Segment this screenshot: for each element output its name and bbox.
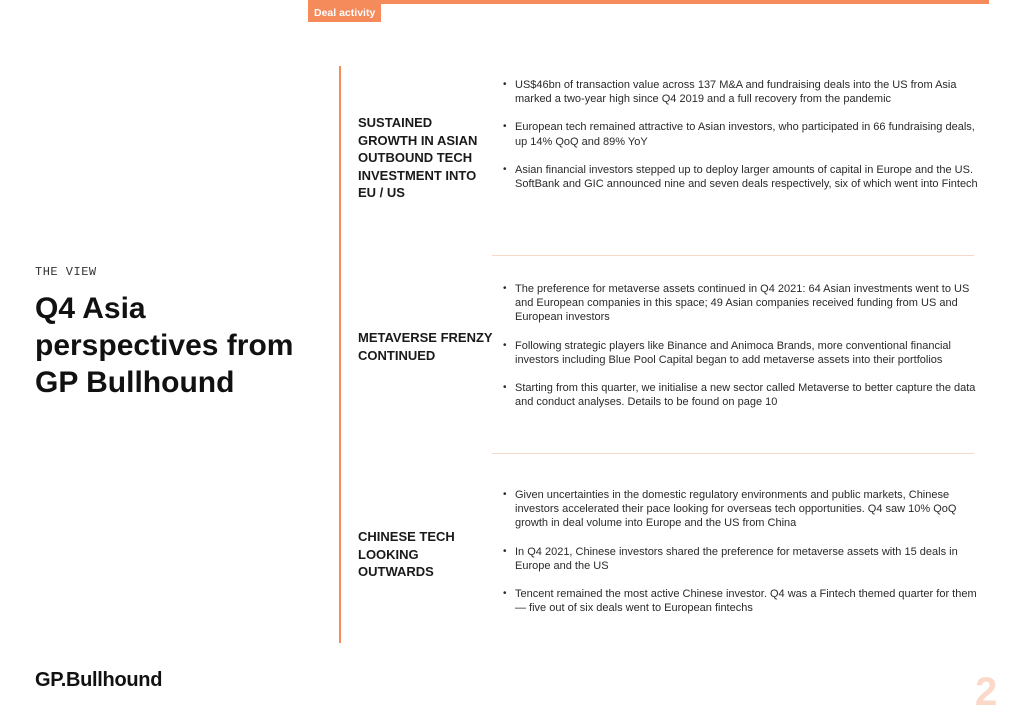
bullet-item: • US$46bn of transaction value across 137 M&A and fundraising deals into the US from Asia marked a two-year high since Q4 2019 and a full recovery from the pandemic	[503, 78, 978, 106]
bullet-list	[503, 282, 978, 409]
bullet-item: • The preference for metaverse assets continued in Q4 2021: 64 Asian investments went to US and European companies in this space; 49 Asian companies received funding from US and European investors	[503, 282, 978, 325]
bullet-item: • Tencent remained the most active Chinese investor. Q4 was a Fintech themed quarter for them — five out of six deals went to European fintechs	[503, 587, 978, 615]
page-title: Q4 Asia perspectives from GP Bullhound	[35, 292, 294, 399]
bullet-list	[503, 78, 978, 191]
bullet-list	[503, 488, 978, 615]
bullet-item: • Given uncertainties in the domestic regulatory environments and public markets, Chinese investors accelerated their pace looking for overseas tech opportunities. Q4 saw 10% QoQ growth in deal volume into Europe and the US from China	[503, 488, 978, 531]
section-outbound-investment	[358, 78, 978, 238]
section-chinese-tech	[358, 488, 978, 628]
bullet-item: • Starting from this quarter, we initialise a new sector called Metaverse to better capture the data and conduct analyses. Details to be found on page 10	[503, 381, 978, 409]
bullet-item: • Following strategic players like Binance and Animoca Brands, more conventional financial investors including Blue Pool Capital began to add metaverse assets into their portfolios	[503, 339, 978, 367]
page-number: 2	[975, 670, 998, 714]
section-title: SUSTAINED GROWTH IN ASIAN OUTBOUND TECH INVESTMENT INTO EU / US	[358, 115, 478, 200]
section-title: METAVERSE FRENZY CONTINUED	[358, 330, 493, 363]
section-title: CHINESE TECH LOOKING OUTWARDS	[358, 529, 455, 579]
section-metaverse	[358, 282, 978, 442]
bullet-item: • Asian financial investors stepped up to deploy larger amounts of capital in Europe and the US. SoftBank and GIC announced nine and seven deals respectively, six of which went into Fintech	[503, 163, 978, 191]
section-tag: Deal activity	[308, 4, 381, 22]
bullet-item: • European tech remained attractive to Asian investors, who participated in 66 fundraising deals, up 14% QoQ and 89% YoY	[503, 120, 978, 148]
vertical-divider	[339, 66, 341, 643]
section-separator	[492, 255, 974, 256]
section-separator	[492, 453, 974, 454]
view-label: THE VIEW	[35, 265, 97, 279]
company-logo: GP.Bullhound	[35, 669, 163, 691]
bullet-item: • In Q4 2021, Chinese investors shared the preference for metaverse assets with 15 deals in Europe and the US	[503, 545, 978, 573]
header-accent-line	[308, 0, 989, 4]
